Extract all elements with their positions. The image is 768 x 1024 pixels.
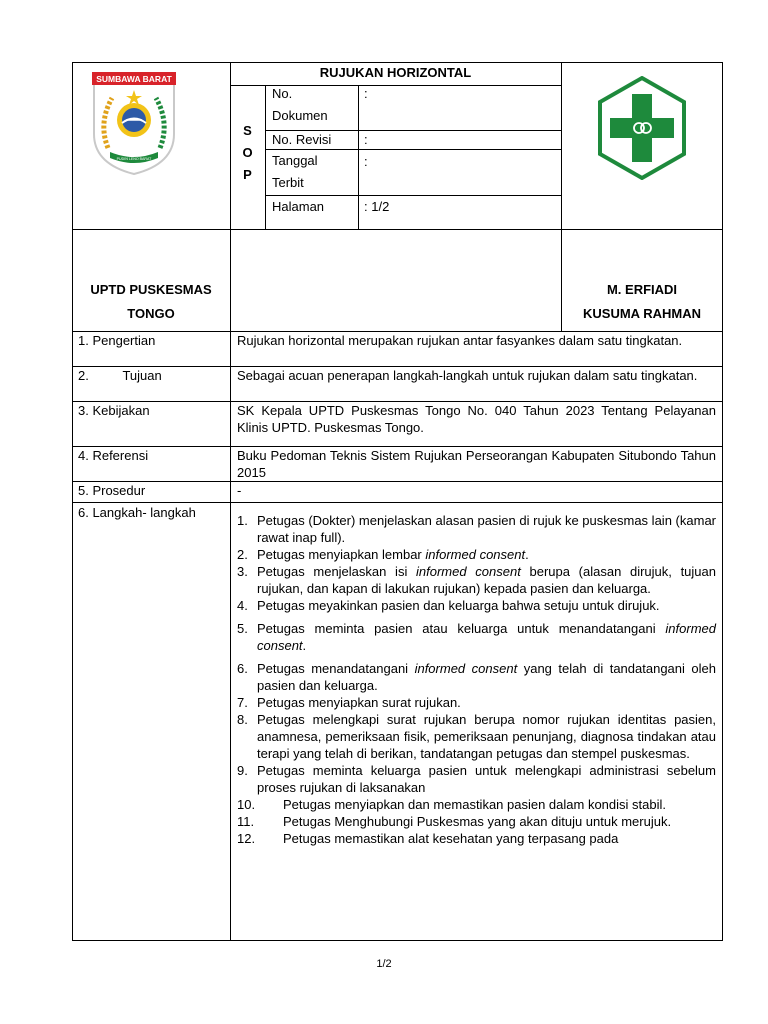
step-text: berupa (alasan dirujuk, tujuan rujukan, dan kapan di lakukan rujukan) kepada pasien dan keluarga. [257, 564, 716, 596]
step-number: 4. [237, 598, 248, 613]
field-value-halaman: : 1/2 [364, 199, 390, 214]
step-text: Petugas Menghubungi Puskesmas yang akan dituju untuk merujuk. [283, 814, 672, 829]
field-value-no-dokumen: : [364, 86, 368, 101]
step-number: 2. [237, 547, 248, 562]
step-term: informed consent [425, 547, 526, 562]
list-item [237, 620, 716, 654]
step-number: 12. [237, 831, 256, 846]
regency-logo [88, 68, 180, 178]
section-label-text: Tujuan [122, 368, 162, 383]
list-item [237, 830, 716, 847]
section-label-number: 2. [78, 368, 89, 383]
section-text-prosedur: - [237, 483, 242, 498]
step-text: Petugas memastikan alat kesehatan yang terpasang pada [283, 831, 619, 846]
organization-name [72, 278, 230, 326]
field-label-no-revisi: No. Revisi [272, 132, 332, 147]
section-label-langkah: 6. Langkah- langkah [78, 505, 196, 520]
sop-label [230, 120, 265, 186]
field-label-halaman: Halaman [272, 199, 325, 214]
section-text-pengertian: Rujukan horizontal merupakan rujukan antar fasyankes dalam satu tingkatan. [237, 333, 683, 348]
step-text: Petugas menandatangani [257, 661, 415, 676]
step-number: 10. [237, 797, 256, 812]
step-text: Petugas meyakinkan pasien dan keluarga bahwa setuju untuk dirujuk. [257, 598, 660, 613]
signatory-name-line: KUSUMA RAHMAN [583, 306, 701, 321]
list-item [237, 597, 716, 614]
list-item [237, 546, 716, 563]
step-number: 8. [237, 712, 248, 727]
step-text: . [525, 547, 529, 562]
sop-letter: O [242, 145, 253, 160]
logo-banner-text: SUMBAWA BARAT [96, 74, 172, 84]
step-text: . [302, 638, 307, 653]
list-item [237, 813, 716, 830]
sop-letter: P [243, 167, 252, 182]
list-item [237, 711, 716, 762]
signatory-name-line: M. ERFIADI [606, 282, 678, 297]
steps-list [237, 512, 716, 847]
step-text: Petugas menyiapkan dan memastikan pasien dalam kondisi stabil. [283, 797, 666, 812]
step-text: Petugas menjelaskan isi [257, 564, 417, 579]
step-number: 11. [237, 814, 255, 829]
step-text: Petugas melengkapi surat rujukan berupa nomor rujukan identitas pasien, anamnesa, pemeriksaan fisik, pemeriksaan penunjang, diagnosa tindakan atau terapi yang telah di berikan, tandatangan petugas dan stempel puskesmas. [257, 712, 716, 761]
section-label-pengertian: 1. Pengertian [78, 333, 156, 348]
step-text: yang telah di tandatangani oleh pasien dan keluarga. [257, 661, 716, 693]
organization-name-line: UPTD PUSKESMAS [90, 282, 212, 297]
step-number: 3. [237, 564, 248, 579]
section-text-kebijakan: SK Kepala UPTD Puskesmas Tongo No. 040 Tahun 2023 Tentang Pelayanan Klinis UPTD. Puskesmas Tongo. [237, 403, 716, 435]
step-number: 6. [237, 661, 248, 676]
step-number: 1. [237, 513, 248, 528]
step-text: Petugas menyiapkan surat rujukan. [257, 695, 461, 710]
list-item [237, 660, 716, 694]
section-text-tujuan: Sebagai acuan penerapan langkah-langkah untuk rujukan dalam satu tingkatan. [237, 368, 698, 383]
field-label-no-dokumen: No. Dokumen [272, 86, 328, 123]
step-text: Petugas meminta keluarga pasien untuk melengkapi administrasi sebelum proses rujukan di laksanakan [257, 763, 716, 795]
step-text: Petugas meminta pasien atau keluarga untuk menandatangani [257, 621, 666, 636]
list-item [237, 512, 716, 546]
step-number: 9. [237, 763, 248, 778]
step-number: 7. [237, 695, 248, 710]
step-number: 5. [237, 621, 248, 636]
list-item [237, 694, 716, 711]
field-label-tanggal-terbit: Tanggal Terbit [272, 153, 318, 190]
section-label-referensi: 4. Referensi [78, 448, 149, 463]
section-label-prosedur: 5. Prosedur [78, 483, 146, 498]
section-label-kebijakan: 3. Kebijakan [78, 403, 150, 418]
step-term: informed consent [416, 564, 521, 579]
logo-motto-text: PUDIN LENO BARAT [116, 157, 152, 161]
field-value-tanggal-terbit: : [364, 154, 368, 169]
page-number: 1/2 [376, 958, 392, 970]
section-text-referensi: Buku Pedoman Teknis Sistem Rujukan Perseorangan Kabupaten Situbondo Tahun 2015 [237, 448, 716, 480]
field-value-no-revisi: : [364, 132, 368, 147]
organization-name-line: TONGO [127, 306, 175, 321]
step-text: Petugas (Dokter) menjelaskan alasan pasien di rujuk ke puskesmas lain (kamar rawat inap full). [257, 513, 716, 545]
puskesmas-logo [596, 76, 688, 180]
step-text: Petugas menyiapkan lembar [257, 547, 426, 562]
section-label-tujuan [78, 367, 228, 384]
list-item [237, 762, 716, 796]
step-term: informed consent [414, 661, 518, 676]
step-term: informed consent [257, 621, 716, 653]
list-item [237, 796, 716, 813]
list-item [237, 563, 716, 597]
document-title: RUJUKAN HORIZONTAL [319, 65, 472, 80]
signatory-name [561, 278, 723, 326]
sop-letter: S [243, 123, 252, 138]
